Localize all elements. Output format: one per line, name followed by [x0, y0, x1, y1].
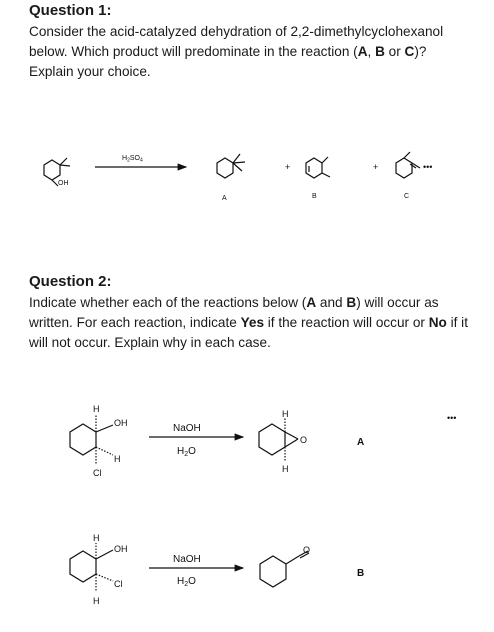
q1-text-bold: A: [357, 44, 368, 59]
q2-text-part: and: [316, 295, 347, 310]
q1-reagent-h2so4: $H_2SO_4$: [122, 155, 143, 164]
q1-text-bold: B: [375, 44, 385, 59]
q2-ellipsis: •••: [447, 413, 457, 423]
q2-text-part: if it will not occur. Explain why in each case.: [29, 315, 468, 350]
q2b-oh: OH: [114, 544, 128, 554]
q2a-reactant: [70, 404, 128, 478]
q1-product-c-label: C: [404, 193, 410, 200]
q2-text-bold: B: [346, 295, 357, 310]
q2a-oh: OH: [114, 418, 128, 428]
q2a-reaction-arrow: [149, 423, 243, 458]
q2a-product-h-bottom: H: [282, 464, 289, 474]
q2-text-part: Indicate whether each of the reactions below (: [29, 295, 307, 310]
q2b-reagent-top: NaOH: [173, 554, 201, 565]
q2a-product-epoxide: [259, 409, 307, 474]
q2a-product-o: O: [300, 435, 308, 445]
q1-product-b: [306, 157, 330, 200]
q2-text-part: if the reaction will occur or: [264, 315, 429, 330]
q2b-product-o: O: [303, 545, 311, 555]
q2a-cl: Cl: [93, 468, 102, 478]
q1-text-part: ,: [367, 44, 376, 59]
q2b-cl: Cl: [114, 579, 123, 589]
q1-product-c: [396, 152, 432, 200]
q1-text-part: or: [384, 44, 405, 59]
q2-text-bold: Yes: [240, 315, 264, 330]
q2-text-bold: A: [306, 295, 317, 310]
q2b-h-bottom: H: [93, 596, 100, 606]
q2b-reactant: [70, 533, 128, 606]
q1-ellipsis: •••: [423, 162, 433, 172]
q1-product-b-label: B: [312, 193, 317, 200]
q2b-reaction-arrow: [149, 554, 243, 588]
q1-product-a-label: A: [222, 195, 227, 202]
q2b-reagent-bottom: $H_2O$: [177, 576, 196, 588]
question-1-title: Question 1:: [29, 2, 112, 19]
q1-text-part: )? Explain your choice.: [29, 44, 427, 79]
q1-oh-label: OH: [58, 180, 69, 187]
q2-text-bold: No: [428, 315, 447, 330]
q1-plus-sign: +: [285, 162, 291, 172]
q1-text-part: Consider the acid-catalyzed dehydration of 2,2-dimethylcyclohexanol below. Which product will predominate in the reaction (: [29, 24, 444, 59]
question-2-title: Question 2:: [29, 273, 112, 290]
q2b-product-cyclohexanecarbaldehyde: [260, 545, 310, 587]
q1-text-bold: C: [404, 44, 415, 59]
q1-reaction-arrow: [95, 155, 186, 167]
q1-plus-sign: +: [373, 162, 379, 172]
q2b-label: B: [357, 568, 365, 579]
q2a-reagent-bottom: $H_2O$: [177, 446, 196, 458]
q2-text-part: ) will occur as written. For each reaction, indicate: [29, 295, 439, 330]
q2a-label: A: [357, 437, 365, 448]
q2a-reagent-top: NaOH: [173, 423, 201, 434]
q2a-h-right: H: [114, 454, 121, 464]
q1-product-a: [217, 154, 245, 202]
q1-reactant-2-2-dimethylcyclohexanol: [44, 158, 70, 187]
q2b-h-top: H: [93, 533, 100, 543]
q2a-h-top: H: [93, 404, 100, 414]
q2a-product-h-top: H: [282, 409, 289, 419]
